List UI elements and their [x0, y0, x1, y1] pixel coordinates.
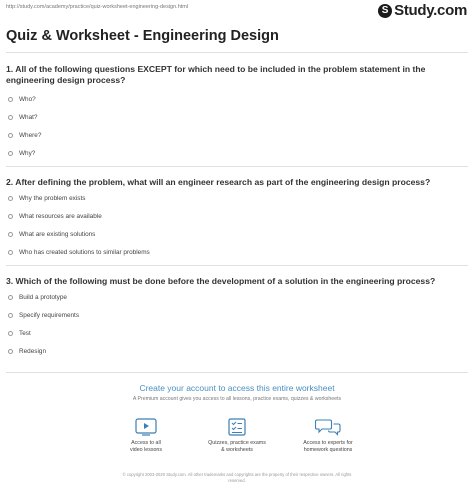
- feature-quizzes: [197, 418, 277, 454]
- radio-icon[interactable]: [8, 295, 13, 300]
- study-logo-text: Study.com: [394, 2, 467, 19]
- feature-video-lessons: [106, 418, 186, 454]
- study-logo-icon: S: [378, 4, 392, 18]
- radio-icon[interactable]: [8, 331, 13, 336]
- feature-experts: [288, 418, 368, 454]
- option-label: What?: [19, 114, 38, 121]
- radio-icon[interactable]: [8, 115, 13, 120]
- section-divider: [6, 372, 468, 373]
- question-2-option-4[interactable]: [8, 249, 150, 256]
- radio-icon[interactable]: [8, 214, 13, 219]
- question-1: 1. All of the following questions EXCEPT for which need to be included in the problem statement in the engineering design process?: [6, 64, 426, 85]
- page-url: http://study.com/academy/practice/quiz-worksheet-engineering-design.html: [6, 4, 189, 10]
- option-label: Where?: [19, 132, 42, 139]
- radio-icon[interactable]: [8, 196, 13, 201]
- question-divider: [6, 265, 468, 266]
- video-lesson-icon: [135, 418, 157, 436]
- feature-label: Access to all video lessons: [129, 440, 163, 453]
- copyright-footer: © copyright 2003-2020 Study.com. All other trademarks and copyrights are the property of their respective owners. All rights reserved.: [122, 472, 352, 483]
- option-label: Test: [19, 330, 31, 337]
- radio-icon[interactable]: [8, 349, 13, 354]
- question-2-option-1[interactable]: [8, 195, 85, 202]
- question-1-option-4[interactable]: [8, 150, 35, 157]
- question-3-option-4[interactable]: [8, 348, 46, 355]
- radio-icon[interactable]: [8, 250, 13, 255]
- radio-icon[interactable]: [8, 313, 13, 318]
- question-2: 2. After defining the problem, what will an engineer research as part of the engineering design process?: [6, 177, 431, 187]
- option-label: Redesign: [19, 348, 47, 355]
- question-1-option-2[interactable]: [8, 114, 37, 121]
- question-3: 3. Which of the following must be done before the development of a solution in the engineering process?: [6, 276, 436, 286]
- feature-label: Quizzes, practice exams & worksheets: [208, 440, 266, 453]
- option-label: Who?: [19, 96, 36, 103]
- radio-icon[interactable]: [8, 97, 13, 102]
- radio-icon[interactable]: [8, 133, 13, 138]
- option-label: Who has created solutions to similar problems: [19, 249, 150, 256]
- title-divider: [6, 52, 468, 53]
- expert-chat-icon: [315, 418, 341, 436]
- question-3-option-1[interactable]: [8, 294, 67, 301]
- question-1-option-1[interactable]: [8, 96, 36, 103]
- question-divider: [6, 166, 468, 167]
- question-3-option-3[interactable]: [8, 330, 31, 337]
- question-3-option-2[interactable]: [8, 312, 79, 319]
- question-1-option-3[interactable]: [8, 132, 41, 139]
- radio-icon[interactable]: [8, 151, 13, 156]
- option-label: Why the problem exists: [19, 195, 86, 202]
- option-label: Why?: [19, 150, 36, 157]
- quiz-icon: [226, 418, 248, 436]
- option-label: Build a prototype: [19, 294, 67, 301]
- top-bar: [0, 0, 474, 24]
- question-2-option-2[interactable]: [8, 213, 102, 220]
- question-2-option-3[interactable]: [8, 231, 95, 238]
- option-label: What resources are available: [19, 213, 102, 220]
- create-account-link[interactable]: Create your account to access this entire worksheet: [139, 383, 335, 393]
- premium-description: A Premium account gives you access to all lessons, practice exams, quizzes & worksheets: [132, 396, 342, 402]
- option-label: Specify requirements: [19, 312, 80, 319]
- page-title: Quiz & Worksheet - Engineering Design: [6, 28, 279, 44]
- radio-icon[interactable]: [8, 232, 13, 237]
- study-logo[interactable]: [378, 2, 467, 19]
- feature-label: Access to experts for homework questions: [303, 440, 353, 453]
- option-label: What are existing solutions: [19, 231, 96, 238]
